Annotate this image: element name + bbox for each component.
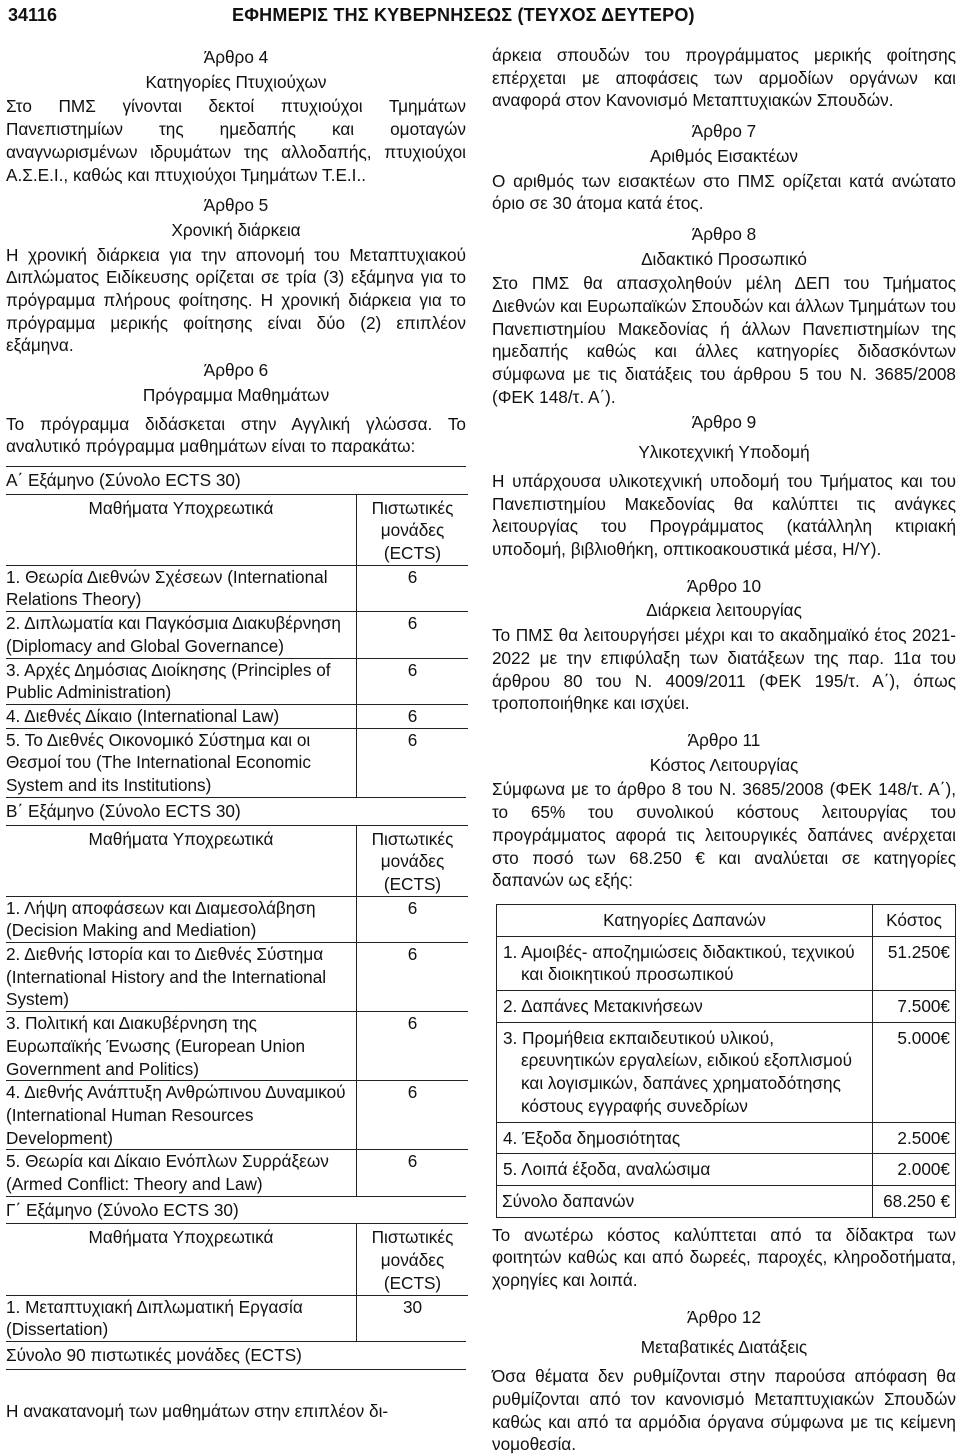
table-row <box>6 658 468 704</box>
course-name: 1. Μεταπτυχιακή Διπλωματική Εργασία (Dissertation) <box>6 1295 357 1341</box>
course-name: 1. Θεωρία Διεθνών Σχέσεων (International Relations Theory) <box>6 565 357 611</box>
article-11-after-text: Το ανωτέρω κόστος καλύπτεται από τα δίδακτρα των φοιτητών καθώς και από δωρεές, παροχές, κληροδοτήματα, χορηγίες και λοιπά. <box>492 1224 956 1291</box>
cost-amount: 68.250 € <box>873 1185 956 1217</box>
table-row <box>6 565 468 611</box>
cost-category: 5. Λοιπά έξοδα, αναλώσιμα <box>497 1154 873 1186</box>
article-9-title: Άρθρο 9 <box>691 411 757 432</box>
course-credits: 6 <box>357 704 469 728</box>
cost-category: 3. Προμήθεια εκπαιδευτικού υλικού, ερευνητικών εργαλείων, ειδικού εξοπλισμού και λογισμικών, δαπάνες χρηματοδότησης κόστους εγγραφής συνεδρίων <box>497 1022 873 1122</box>
table-row <box>6 1012 468 1081</box>
article-5-text: Η χρονική διάρκεια για την απονομή του Μεταπτυχιακού Διπλώματος Ειδίκευσης ορίζεται σε τρία (3) εξάμηνα για το πρόγραμμα πλήρους φοίτησης. Η χρονική διάρκεια για το πρόγραμμα μερικής φοίτησης είναι δύο (2) επιπλέον εξάμηνα. <box>6 244 466 356</box>
article-11-title: Άρθρο 11 <box>687 729 761 750</box>
page-header <box>0 4 960 32</box>
course-credits: 6 <box>357 896 469 942</box>
course-name: 5. Το Διεθνές Οικονομικό Σύστημα και οι Θεσμοί του (The International Economic System and its Institutions) <box>6 728 357 797</box>
table-row <box>497 991 956 1023</box>
semester-c-table <box>6 1223 468 1341</box>
article-5-title: Άρθρο 5 <box>203 195 269 216</box>
article-6-title: Άρθρο 6 <box>203 360 269 381</box>
table-row <box>6 1295 468 1341</box>
course-credits: 30 <box>357 1295 469 1341</box>
table-row <box>6 612 468 658</box>
semester-a-heading: Α΄ Εξάμηνο (Σύνολο ECTS 30) <box>6 466 466 494</box>
article-8-title: Άρθρο 8 <box>691 223 757 244</box>
cost-amount: 2.500€ <box>873 1122 956 1154</box>
course-name: 1. Λήψη αποφάσεων και Διαμεσολάβηση (Decision Making and Mediation) <box>6 896 357 942</box>
course-name: 2. Διεθνής Ιστορία και το Διεθνές Σύστημα (International History and the International System) <box>6 943 357 1012</box>
table-row <box>6 728 468 797</box>
cost-category-header: Κατηγορίες Δαπανών <box>497 904 873 936</box>
course-name: 4. Διεθνής Ανάπτυξη Ανθρώπινου Δυναμικού (International Human Resources Development) <box>6 1081 357 1150</box>
course-credits: 6 <box>357 658 469 704</box>
cost-category: Σύνολο δαπανών <box>497 1185 873 1217</box>
table-row <box>497 1122 956 1154</box>
article-9-subtitle: Υλικοτεχνική Υποδομή <box>638 442 810 463</box>
article-12-title: Άρθρο 12 <box>686 1306 762 1327</box>
credits-column-header: Πιστωτικές μονάδες (ECTS) <box>357 494 469 565</box>
article-9-text: Η υπάρχουσα υλικοτεχνική υποδομή του Τμήματος και του Πανεπιστημίου Μακεδονίας θα καλύπτει τις ανάγκες λειτουργίας του Προγράμματος (κατάλληλη κτιριακή υποδομή, βιβλιοθήκη, οπτικοακουστικά μέσα, Η/Υ). <box>492 470 956 560</box>
course-credits: 6 <box>357 1081 469 1150</box>
article-6-text: Το πρόγραμμα διδάσκεται στην Αγγλική γλώσσα. Το αναλυτικό πρόγραμμα μαθημάτων είναι το παρακάτω: <box>6 413 466 457</box>
page-number: 34116 <box>8 5 58 25</box>
table-row <box>497 1185 956 1217</box>
course-credits: 6 <box>357 1012 469 1081</box>
article-8-text: Στο ΠΜΣ θα απασχοληθούν μέλη ΔΕΠ του Τμήματος Διεθνών και Ευρωπαϊκών Σπουδών και άλλων Τμημάτων του Πανεπιστημίου Μακεδονίας ή άλλων Πανεπιστημίων της ημεδαπής καθώς και άλλες κατηγορίες διδασκόντων σύμφωνα με τις διατάξεις του άρθρου 5 του Ν. 3685/2008 (ΦΕΚ 148/τ. Α΄). <box>492 273 956 407</box>
article-5-subtitle: Χρονική διάρκεια <box>171 219 301 240</box>
semester-b-table <box>6 825 468 1196</box>
journal-title: ΕΦΗΜΕΡΙΣ ΤΗΣ ΚΥΒΕΡΝΗΣΕΩΣ (ΤΕΥΧΟΣ ΔΕΥΤΕΡΟ) <box>232 5 695 25</box>
course-name: 3. Αρχές Δημόσιας Διοίκησης (Principles of Public Administration) <box>6 658 357 704</box>
article-7-subtitle: Αριθμός Εισακτέων <box>649 145 799 166</box>
credits-column-header: Πιστωτικές μονάδες (ECTS) <box>357 825 469 896</box>
cost-category: 4. Έξοδα δημοσιότητας <box>497 1122 873 1154</box>
table-row <box>6 1150 468 1196</box>
table-header <box>6 494 468 565</box>
total-credits: Σύνολο 90 πιστωτικές μονάδες (ECTS) <box>6 1341 466 1370</box>
table-row <box>6 943 468 1012</box>
credits-column-header: Πιστωτικές μονάδες (ECTS) <box>357 1224 469 1295</box>
table-row <box>497 1154 956 1186</box>
cost-amount-header: Κόστος <box>873 904 956 936</box>
cost-table-header <box>497 904 956 936</box>
cost-amount: 5.000€ <box>873 1022 956 1122</box>
table-header <box>6 1224 468 1295</box>
course-credits: 6 <box>357 565 469 611</box>
cost-amount: 51.250€ <box>873 936 956 990</box>
article-6-subtitle: Πρόγραμμα Μαθημάτων <box>142 384 330 405</box>
course-credits: 6 <box>357 1150 469 1196</box>
article-12-subtitle: Μεταβατικές Διατάξεις <box>640 1337 808 1358</box>
cost-category: 1. Αμοιβές- αποζημιώσεις διδακτικού, τεχνικού και διοικητικού προσωπικού <box>497 936 873 990</box>
course-credits: 6 <box>357 612 469 658</box>
course-credits: 6 <box>357 943 469 1012</box>
article-4-text: Στο ΠΜΣ γίνονται δεκτοί πτυχιούχοι Τμημάτων Πανεπιστημίων της ημεδαπής και ομοταγών αναγνωρισμένων ιδρυμάτων της αλλοδαπής, πτυχιούχοι Α.Σ.Ε.Ι., καθώς και πτυχιούχοι Τμημάτων Τ.Ε.Ι.. <box>6 96 466 185</box>
courses-column-header: Μαθήματα Υποχρεωτικά <box>6 494 357 565</box>
course-name: 4. Διεθνές Δίκαιο (International Law) <box>6 704 357 728</box>
article-7-title: Άρθρο 7 <box>691 121 757 142</box>
table-row <box>6 896 468 942</box>
continued-text-line: Η ανακατανομή των μαθημάτων στην επιπλέον δι- <box>6 1401 389 1421</box>
course-name: 2. Διπλωματία και Παγκόσμια Διακυβέρνηση (Diplomacy and Global Governance) <box>6 612 357 658</box>
table-row <box>497 1022 956 1122</box>
courses-column-header: Μαθήματα Υποχρεωτικά <box>6 825 357 896</box>
article-7-text: Ο αριθμός των εισακτέων στο ΠΜΣ ορίζεται κατά ανώτατο όριο σε 30 άτομα κατά έτος. <box>492 170 956 214</box>
article-10-text: Το ΠΜΣ θα λειτουργήσει μέχρι και το ακαδημαϊκό έτος 2021- 2022 με την επιφύλαξη των διατάξεων της παρ. 11α του άρθρου 80 του Ν. 4009/2011 (ΦΕΚ 195/τ. Α΄), όπως τροποποιήθηκε και ισχύει. <box>492 625 956 714</box>
cost-category: 2. Δαπάνες Μετακινήσεων <box>497 991 873 1023</box>
continued-text: άρκεια σπουδών του προγράμματος μερικής φοίτησης επέρχεται με αποφάσεις των αρμοδίων οργάνων και αναφορά στον Κανονισμό Μεταπτυχιακών Σπουδών. <box>492 45 956 111</box>
table-header <box>6 825 468 896</box>
semester-c-heading: Γ΄ Εξάμηνο (Σύνολο ECTS 30) <box>6 1196 466 1224</box>
course-name: 5. Θεωρία και Δίκαιο Ενόπλων Συρράξεων (Armed Conflict: Theory and Law) <box>6 1150 357 1196</box>
table-row <box>497 936 956 990</box>
semester-a-table <box>6 494 468 797</box>
left-column <box>6 44 466 1370</box>
right-column <box>492 44 956 1456</box>
article-10-subtitle: Διάρκεια λειτουργίας <box>646 600 802 621</box>
article-8-subtitle: Διδακτικό Προσωπικό <box>641 248 807 269</box>
article-12-text: Όσα θέματα δεν ρυθμίζονται στην παρούσα απόφαση θα ρυθμίζονται από τον κανονισμό Μεταπτυχιακών Σπουδών καθώς και από τα αρμόδια όργανα σύμφωνα με τις κείμενη νομοθεσία. <box>492 1366 956 1455</box>
cost-table <box>496 904 956 1218</box>
table-row <box>6 704 468 728</box>
table-row <box>6 1081 468 1150</box>
cost-amount: 2.000€ <box>873 1154 956 1186</box>
article-4-subtitle: Κατηγορίες Πτυχιούχων <box>145 71 327 92</box>
article-4-title: Άρθρο 4 <box>203 47 269 67</box>
courses-column-header: Μαθήματα Υποχρεωτικά <box>6 1224 357 1295</box>
cost-amount: 7.500€ <box>873 991 956 1023</box>
article-11-text: Σύμφωνα με το άρθρο 8 του Ν. 3685/2008 (ΦΕΚ 148/τ. Α΄), το 65% του συνολικού κόστους λειτουργίας του προγράμματος αφορά τις λειτουργικές δαπάνες ανέρχεται στο ποσό των 68.250 € και αναλύεται σε κατηγορίες δαπανών ως εξής: <box>492 779 956 891</box>
semester-b-heading: Β΄ Εξάμηνο (Σύνολο ECTS 30) <box>6 797 466 825</box>
article-10-title: Άρθρο 10 <box>686 575 762 596</box>
course-name: 3. Πολιτική και Διακυβέρνηση της Ευρωπαϊκής Ένωσης (European Union Government and Politics) <box>6 1012 357 1081</box>
course-credits: 6 <box>357 728 469 797</box>
article-11-subtitle: Κόστος Λειτουργίας <box>649 754 799 775</box>
